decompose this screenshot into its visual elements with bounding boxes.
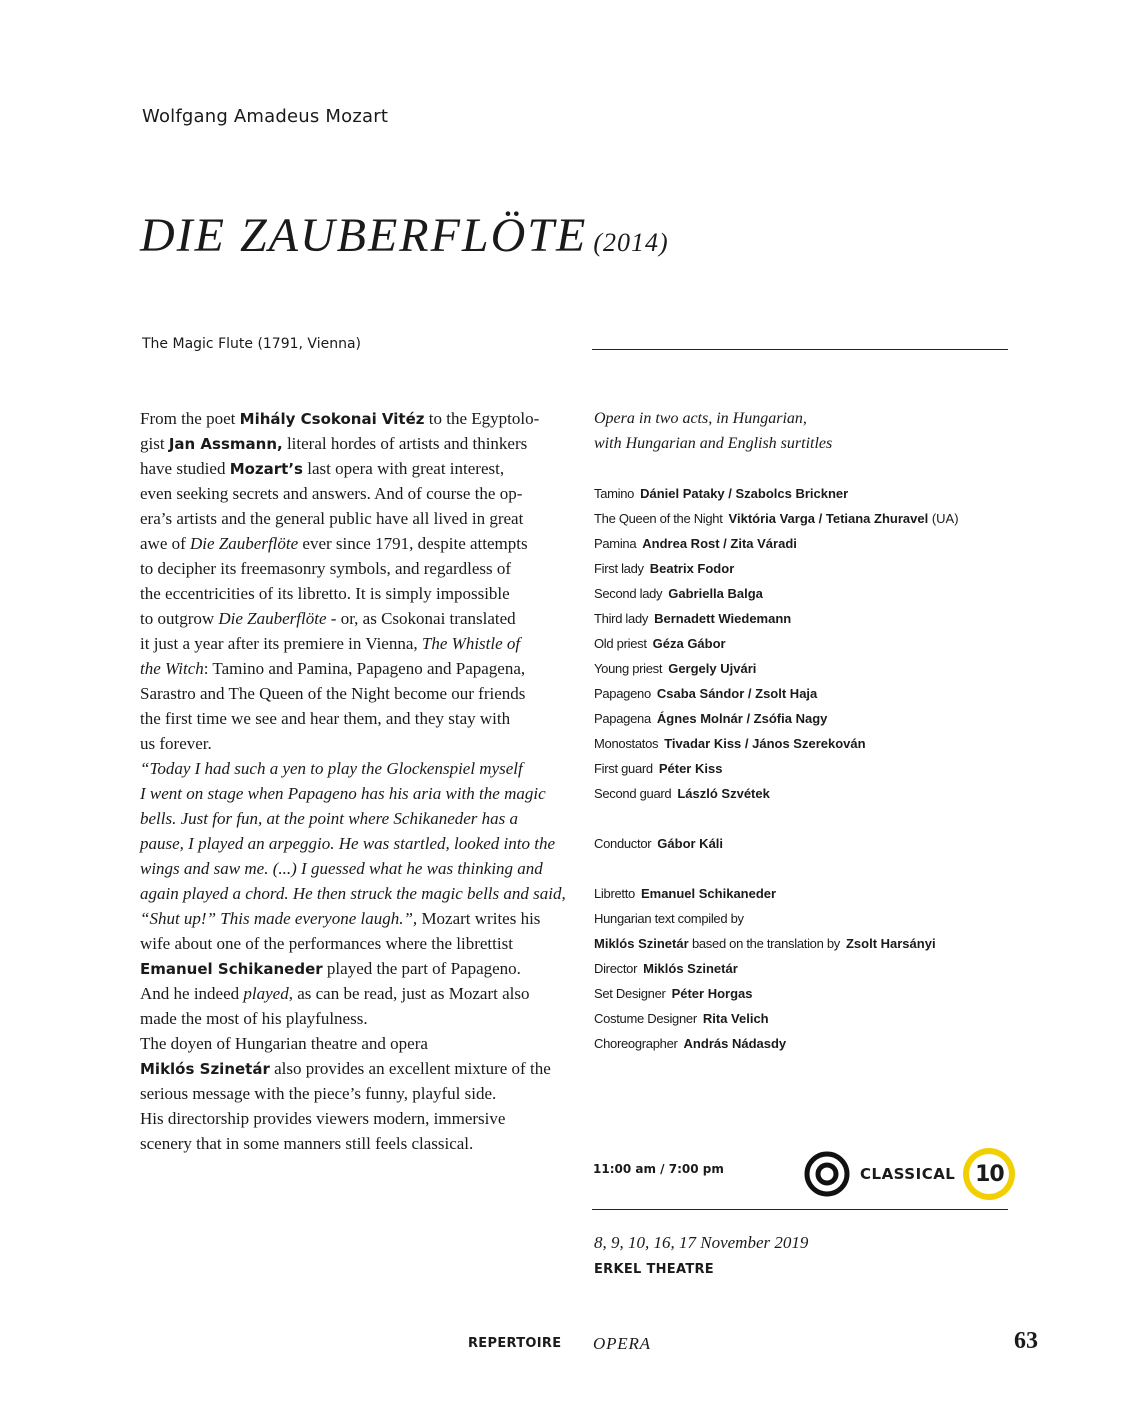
footer-category: OPERA [593,1334,651,1353]
italic-text: “Today I had such a yen to play the Glockenspiel myself [140,759,523,778]
classical-badge [804,1148,1015,1200]
credit-role: Second guard [594,786,672,801]
credit-name: Zsolt Harsányi [845,936,936,951]
text-line [140,631,580,656]
credit-name: Miklós Szinetár [594,936,689,951]
credit-name: Rita Velich [702,1011,769,1026]
text-segment: wife about one of the performances where the librettist [140,934,513,953]
credit-suffix: (UA) [928,511,959,526]
credits-gap [594,806,959,831]
text-line [140,1131,580,1156]
text-line [140,406,580,431]
text-segment: gist [140,434,169,453]
text-line [140,956,580,981]
text-segment: literal hordes of artists and thinkers [282,434,528,453]
credit-role: First lady [594,561,644,576]
text-line [140,781,580,806]
credit-name: Dániel Pataky / Szabolcs Brickner [640,486,849,501]
credit-row [594,881,959,906]
text-segment: From the poet [140,409,240,428]
italic-text: “Shut up!” This made everyone laugh.”, [140,909,418,928]
text-segment: last opera with great interest, [302,459,505,478]
credit-row [594,756,959,781]
text-segment: awe of [140,534,191,553]
credit-name: Bernadett Wiedemann [654,611,792,626]
text-segment: His directorship provides viewers modern, immersive [140,1109,506,1128]
credit-role: Papageno [594,686,651,701]
text-segment: the eccentricities of its libretto. It is simply impossible [140,584,510,603]
credit-name: Gábor Káli [657,836,724,851]
credit-name: Tivadar Kiss / János Szerekován [664,736,866,751]
credit-row [594,906,959,931]
text-segment: the first time we see and hear them, and they stay with [140,709,511,728]
text-segment: Mozart writes his [417,909,541,928]
italic-text: the Witch [140,659,204,678]
emphasis-name: Mihály Csokonai Vitéz [239,410,425,428]
credit-row [594,656,959,681]
italic-text: pause, I played an arpeggio. He was startled, looked into the [140,834,556,853]
text-segment: And he indeed [140,984,244,1003]
credit-role: Third lady [594,611,649,626]
credit-row [594,581,959,606]
intro-text [594,406,832,456]
text-line [140,556,580,581]
text-line [140,881,580,906]
production-year: (2014) [593,228,669,257]
credit-row [594,981,959,1006]
text-line [140,1006,580,1031]
text-line [140,806,580,831]
text-segment: have studied [140,459,230,478]
credit-role: Second lady [594,586,663,601]
credit-row [594,481,959,506]
divider-bottom [592,1209,1008,1210]
text-line [140,831,580,856]
subtitle: The Magic Flute (1791, Vienna) [142,336,361,352]
text-segment: Sarastro and The Queen of the Night become our friends [140,684,526,703]
credit-role: Choreographer [594,1036,678,1051]
emphasis-name: Mozart’s [229,460,303,478]
emphasis-name: Jan Assmann, [168,435,283,453]
badge-number: 10 [969,1154,1009,1194]
credit-row [594,606,959,631]
credit-row [594,556,959,581]
emphasis-name: Miklós Szinetár [140,1060,270,1078]
text-line [140,981,580,1006]
credit-name: Emanuel Schikaneder [640,886,777,901]
text-line [140,531,580,556]
credit-row [594,1006,959,1031]
text-segment: - or, as Csokonai translated [326,609,516,628]
intro-line: Opera in two acts, in Hungarian, [594,410,807,427]
text-segment: , as can be read, just as Mozart also [288,984,530,1003]
text-segment: : Tamino and Pamina, Papageno and Papagena, [203,659,526,678]
credit-role: Hungarian text compiled by [594,911,744,926]
credit-row [594,631,959,656]
credit-row [594,681,959,706]
credit-name: Andrea Rost / Zita Váradi [642,536,797,551]
italic-text: Die Zauberflöte [218,609,327,628]
italic-text: wings and saw me. (...) I guessed what he was thinking and [140,859,543,878]
credit-role: Young priest [594,661,663,676]
credit-role: Pamina [594,536,637,551]
credit-role: Old priest [594,636,647,651]
text-line [140,856,580,881]
text-line [140,756,580,781]
credit-name: András Nádasdy [683,1036,787,1051]
credit-row [594,781,959,806]
classical-label: CLASSICAL [860,1165,956,1183]
italic-text: I went on stage when Papageno has his aria with the magic [140,784,546,803]
text-segment: The doyen of Hungarian theatre and opera [140,1034,428,1053]
credit-row [594,931,959,956]
text-line [140,931,580,956]
text-line [140,481,580,506]
text-line [140,431,580,456]
text-segment: us forever. [140,734,212,753]
footer-section: REPERTOIRE [468,1336,562,1351]
credit-role: The Queen of the Night [594,511,723,526]
text-segment: to the Egyptolo- [424,409,540,428]
text-segment: serious message with the piece’s funny, playful side. [140,1084,497,1103]
credit-name: Viktória Varga / Tetiana Zhuravel [728,511,929,526]
credit-name: Gergely Ujvári [668,661,757,676]
ten-badge-icon [963,1148,1015,1200]
credit-role: Libretto [594,886,635,901]
intro-line: with Hungarian and English surtitles [594,435,833,452]
text-line [140,656,580,681]
text-line [140,506,580,531]
credit-name: Miklós Szinetár [643,961,738,976]
text-segment: scenery that in some manners still feels classical. [140,1134,474,1153]
text-line [140,456,580,481]
text-segment: played the part of Papageno. [322,959,521,978]
credit-name: Csaba Sándor / Zsolt Haja [656,686,818,701]
credit-row [594,956,959,981]
credit-role: Papagena [594,711,651,726]
page-number: 63 [1014,1328,1038,1354]
text-line [140,681,580,706]
credits-list [594,481,959,1056]
italic-text: bells. Just for fun, at the point where Schikaneder has a [140,809,519,828]
text-line [140,706,580,731]
text-segment: even seeking secrets and answers. And of course the op- [140,484,523,503]
credit-name: Géza Gábor [652,636,726,651]
italic-text: again played a chord. He then struck the magic bells and said, [140,884,566,903]
credit-name: László Szvétek [677,786,770,801]
credit-name: Péter Horgas [671,986,753,1001]
text-segment: also provides an excellent mixture of the [269,1059,551,1078]
target-icon [804,1151,850,1197]
credit-role: Conductor [594,836,652,851]
credit-row [594,531,959,556]
credit-role: Costume Designer [594,1011,697,1026]
page-title [140,208,669,263]
credit-role: Tamino [594,486,635,501]
italic-text: played [243,984,289,1003]
italic-text: Die Zauberflöte [190,534,299,553]
text-line [140,1106,580,1131]
credit-row [594,731,959,756]
credit-name: Beatrix Fodor [649,561,735,576]
credit-row [594,1031,959,1056]
credit-role: Monostatos [594,736,659,751]
credit-row [594,706,959,731]
credit-row [594,831,959,856]
performance-dates: 8, 9, 10, 16, 17 November 2019 [594,1233,809,1252]
credit-role: based on the translation by [688,936,840,951]
italic-text: The Whistle of [421,634,521,653]
credit-name: Péter Kiss [658,761,723,776]
credit-name: Gabriella Balga [668,586,763,601]
venue-name: ERKEL THEATRE [594,1262,714,1277]
text-segment: made the most of his playfulness. [140,1009,368,1028]
credit-role: Director [594,961,638,976]
credit-name: Ágnes Molnár / Zsófia Nagy [656,711,828,726]
text-segment: it just a year after its premiere in Vienna, [140,634,422,653]
text-segment: to decipher its freemasonry symbols, and regardless of [140,559,512,578]
credit-role: Set Designer [594,986,666,1001]
performance-times: 11:00 am / 7:00 pm [593,1162,724,1176]
text-line [140,606,580,631]
description-text [140,406,580,1156]
credit-role: First guard [594,761,653,776]
divider-top [592,349,1008,350]
text-segment: to outgrow [140,609,219,628]
credit-row [594,506,959,531]
composer-name: Wolfgang Amadeus Mozart [142,106,389,127]
title-text: DIE ZAUBERFLÖTE [140,209,588,262]
text-line [140,906,580,931]
credits-gap [594,856,959,881]
text-line [140,1081,580,1106]
text-line [140,731,580,756]
text-line [140,1056,580,1081]
text-line [140,1031,580,1056]
text-segment: ever since 1791, despite attempts [298,534,528,553]
text-line [140,581,580,606]
text-segment: era’s artists and the general public have all lived in great [140,509,524,528]
emphasis-name: Emanuel Schikaneder [140,960,323,978]
